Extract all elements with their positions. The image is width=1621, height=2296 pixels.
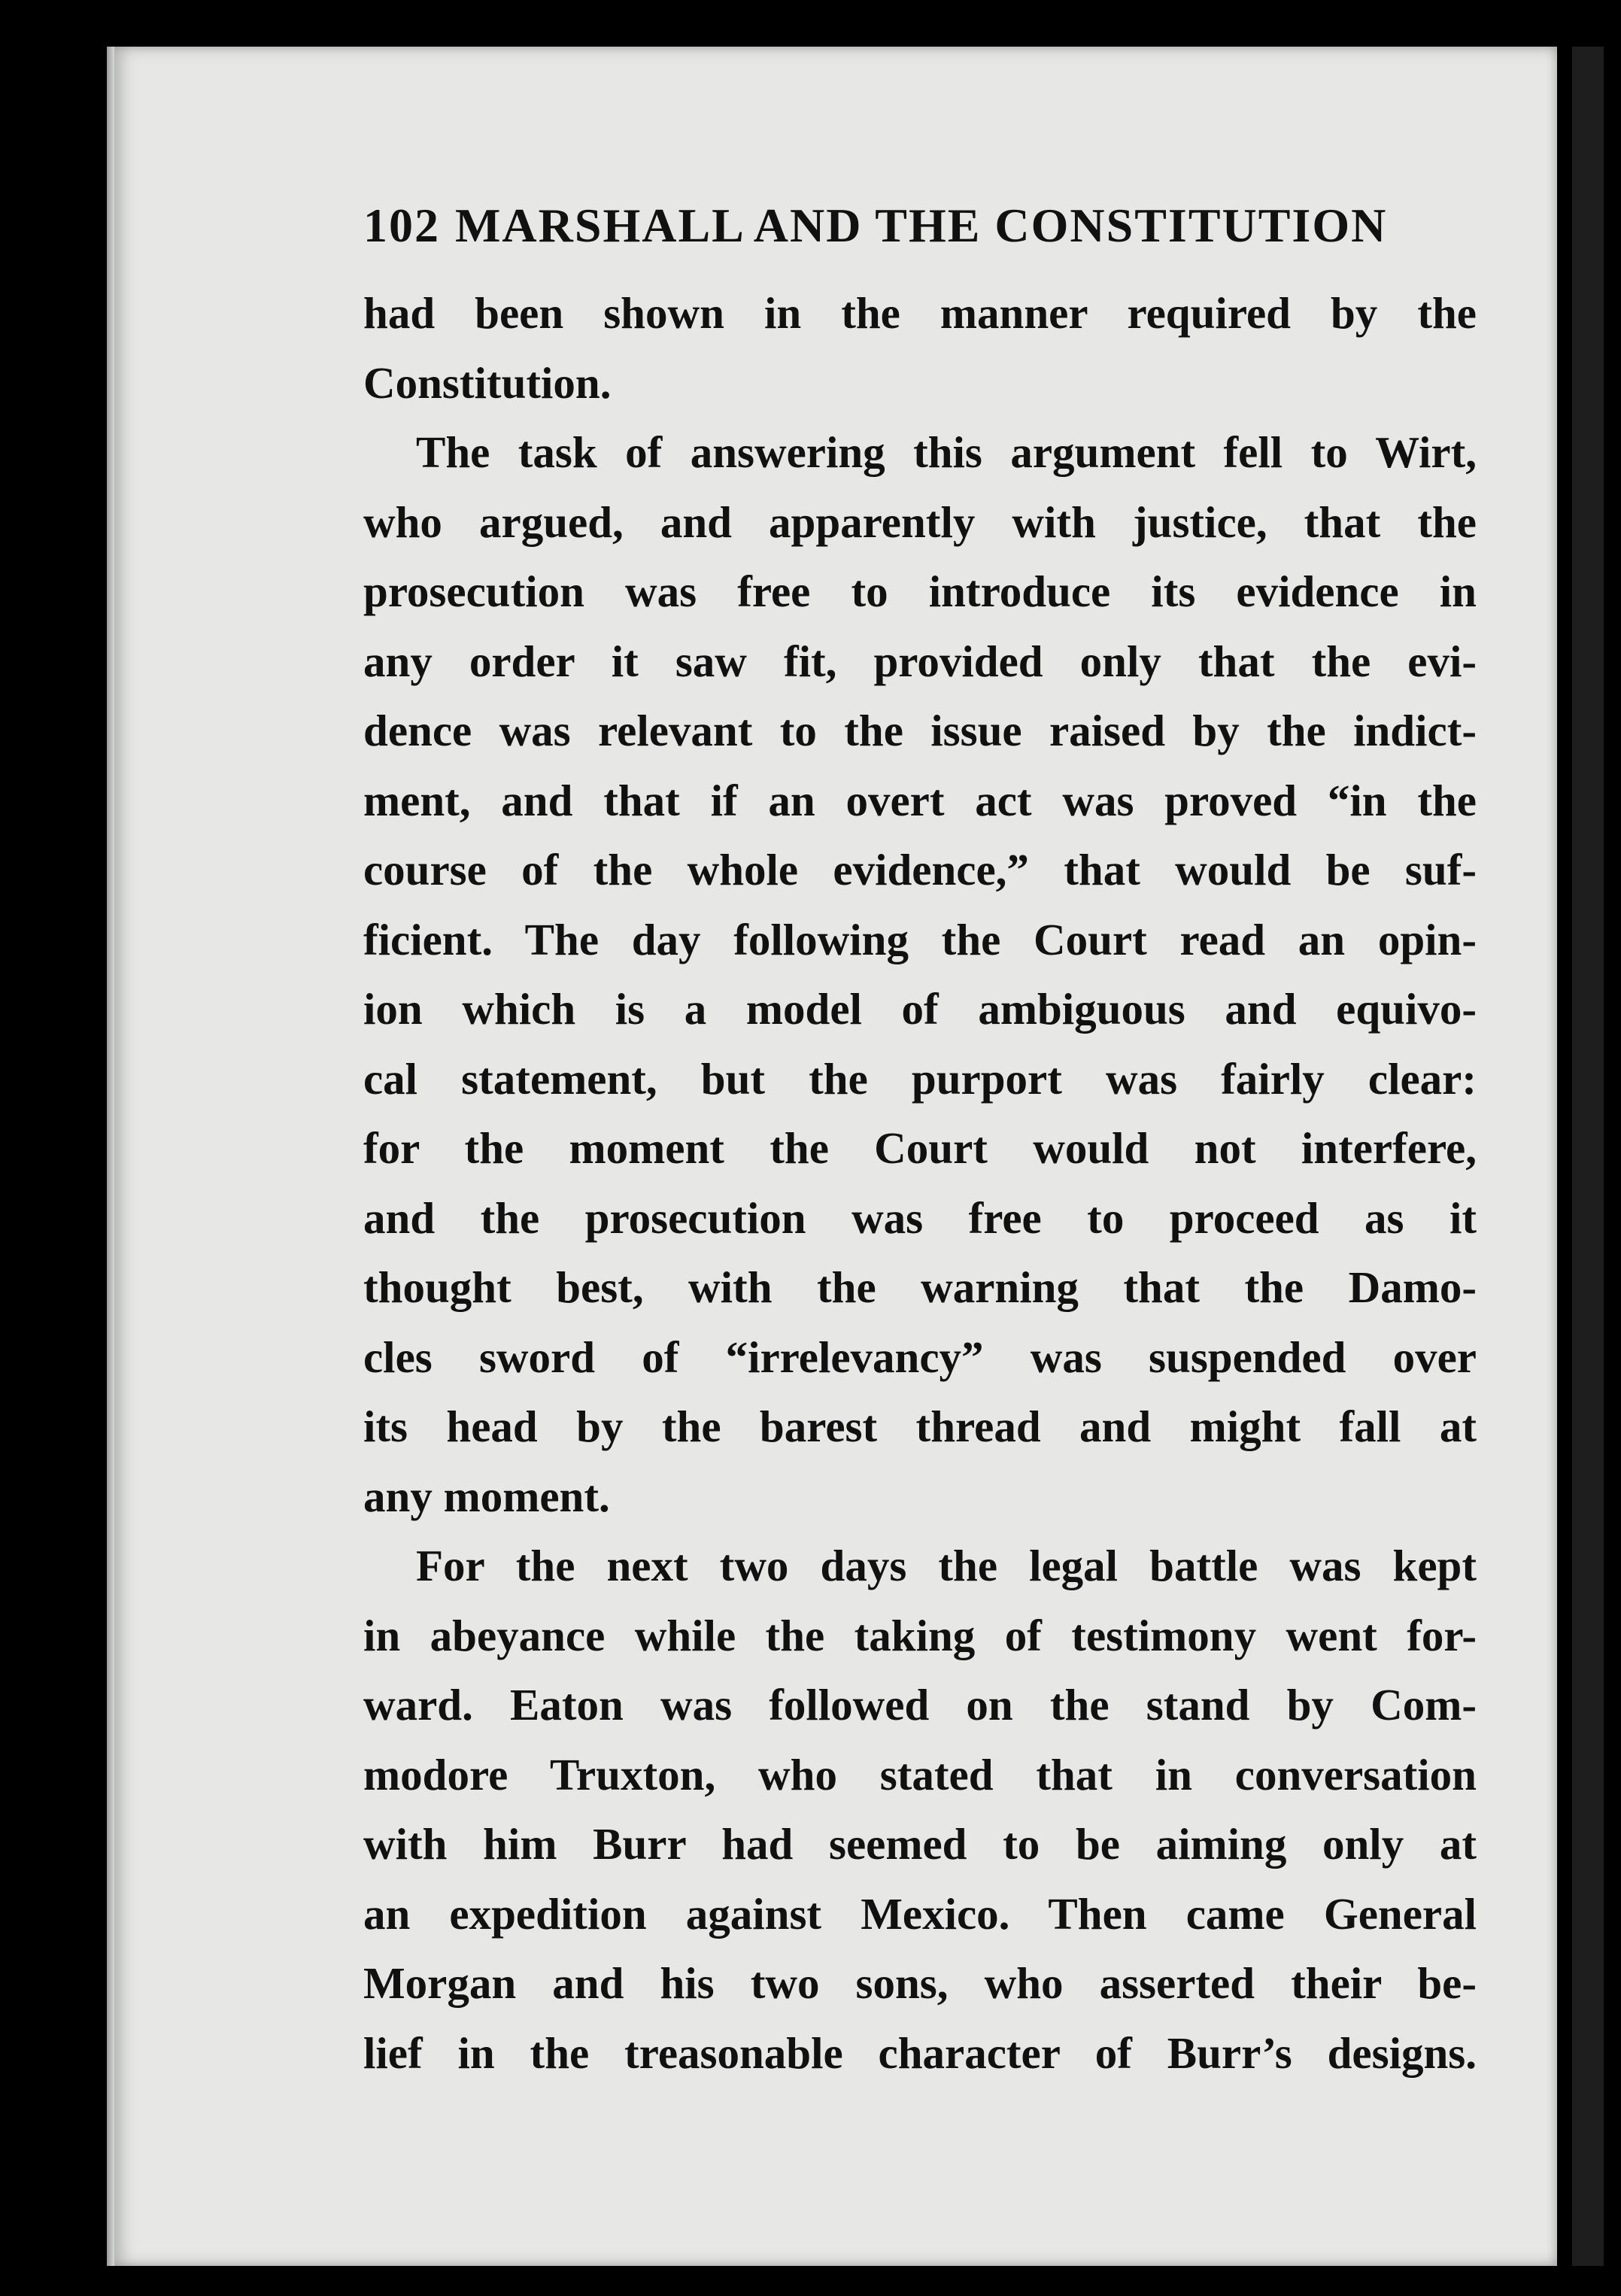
text-line: prosecution was free to introduce its evidence in [363, 566, 1477, 616]
text-line: any order it saw fit, provided only that the evi- [363, 636, 1477, 686]
page-gutter-edge [107, 47, 114, 2266]
text-line: and the prosecution was free to proceed as it [363, 1192, 1477, 1243]
running-title: MARSHALL AND THE CONSTITUTION [455, 199, 1388, 252]
facing-page-edge [1572, 47, 1604, 2266]
text-line: For the next two days the legal battle was kept [416, 1541, 1477, 1590]
text-line: The task of answering this argument fell to Wirt, [416, 427, 1477, 477]
text-line: Morgan and his two sons, who asserted their be- [363, 1958, 1477, 2008]
text-line: any moment. [363, 1471, 610, 1521]
text-line: lief in the treasonable character of Burr’s designs. [363, 2027, 1477, 2078]
text-line: who argued, and apparently with justice, that the [363, 497, 1477, 547]
body-text [363, 278, 1477, 2088]
text-line: ficient. The day following the Court read an opin- [363, 914, 1477, 964]
text-line: ion which is a model of ambiguous and equivo- [363, 984, 1477, 1034]
text-line: its head by the barest thread and might fall at [363, 1402, 1477, 1451]
text-line: ward. Eaton was followed on the stand by Com- [363, 1680, 1477, 1730]
text-line: dence was relevant to the issue raised by the indict- [363, 706, 1477, 755]
text-line: ment, and that if an overt act was proved “in the [363, 775, 1477, 825]
page-number: 102 [363, 199, 440, 252]
text-line: had been shown in the manner required by the [363, 288, 1477, 338]
text-line: course of the whole evidence,” that would be suf- [363, 845, 1477, 894]
text-line: thought best, with the warning that the Damo- [363, 1262, 1477, 1312]
text-line: in abeyance while the taking of testimony went for- [363, 1610, 1477, 1660]
running-header [363, 198, 1477, 258]
text-line: Constitution. [363, 357, 612, 408]
text-line: for the moment the Court would not interfere, [363, 1123, 1477, 1173]
text-line: an expedition against Mexico. Then came General [363, 1888, 1477, 1939]
text-line: with him Burr had seemed to be aiming only at [363, 1819, 1477, 1869]
text-line: cles sword of “irrelevancy” was suspended over [363, 1332, 1477, 1382]
text-line: modore Truxton, who stated that in conversation [363, 1749, 1477, 1799]
text-line: cal statement, but the purport was fairly clear: [363, 1053, 1477, 1104]
